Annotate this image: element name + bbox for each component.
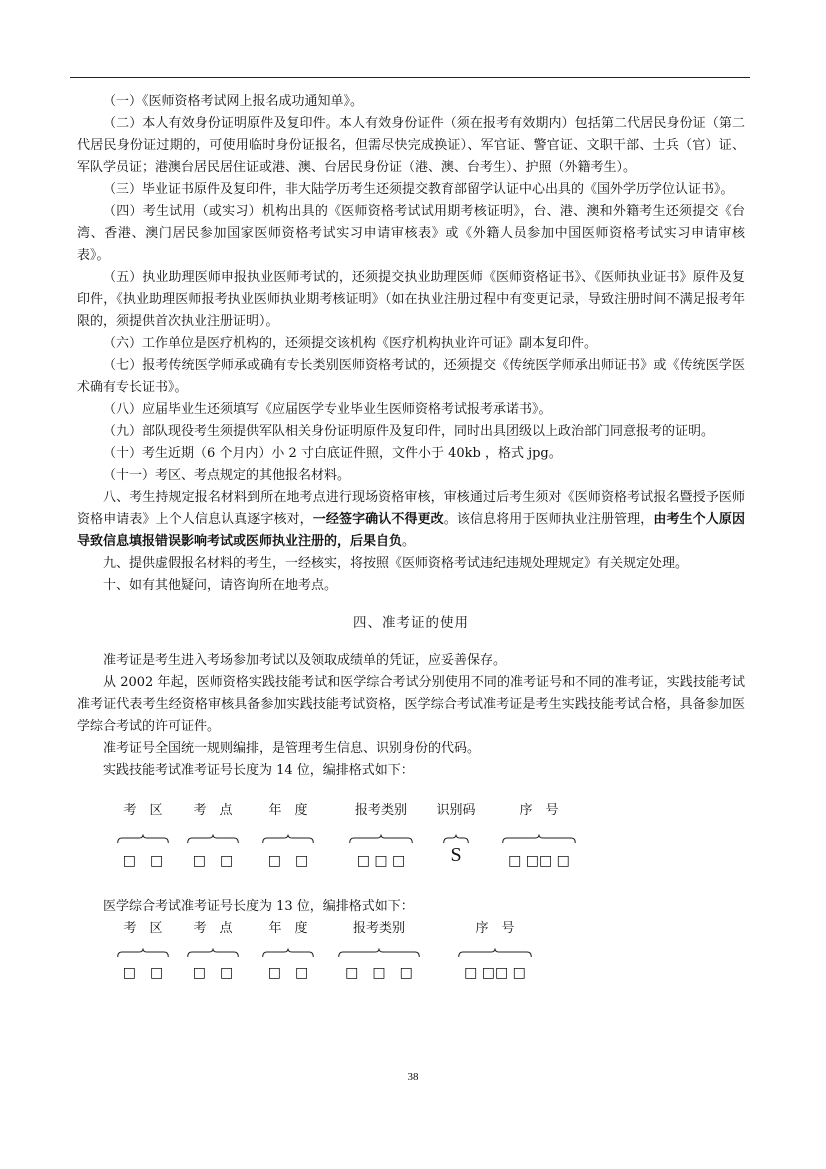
ticket-paragraph-3: 准考证号全国统一规则编排，是管理考生信息、识别身份的代码。 (103, 741, 481, 756)
admission-ticket-paragraphs (77, 650, 745, 782)
segment-label: 报考类别 (352, 921, 405, 936)
brace-icon (458, 948, 532, 958)
material-item-1: （一）《医师资格考试网上报名成功通知单》。 (103, 94, 364, 109)
material-item-3: （三）毕业证书原件及复印件，非大陆学历考生还须提交教育部留学认证中心出具的《国外学历学位认证书》。 (103, 182, 734, 197)
para-eight-text-3: 。 (402, 534, 416, 549)
brace-icon (187, 948, 239, 958)
material-item-4: （四）考生试用（或实习）机构出具的《医师资格考试试用期考核证明》，台、港、澳和外籍考生还须提交《台湾、香港、澳门居民参加国家医师资格考试实习申请审核表》或《外籍人员参加中国医师资格考试实习申请审核表》。 (77, 204, 745, 263)
material-item-2: （二）本人有效身份证明原件及复印件。本人有效身份证件（须在报考有效期内）包括第二代居民身份证（第二代居民身份证过期的，可使用临时身份证报名，但需尽快完成换证）、军官证、警官证、文职干部、士兵（官）证、军队学员证；港澳台居民居住证或港、澳、台居民身份证（港、澳、台考生）、护照（外籍考生）。 (77, 116, 745, 175)
digit-boxes: □ □ (122, 853, 164, 869)
digit-boxes: □ □ □ (356, 853, 406, 869)
segment-label: 识别码 (436, 803, 476, 818)
material-item-11: （十一）考区、考点规定的其他报名材料。 (103, 468, 351, 483)
para-eight-text-1: 八、考生持规定报名材料到所在地考点进行现场资格审核，审核通过后考生须对《医师资格考试报名暨授予医师资格申请表》上个人信息认真逐字核对， (77, 490, 745, 527)
materials-list (77, 91, 745, 487)
brace-icon (117, 834, 169, 844)
digit-boxes: □ □□ □ (464, 965, 526, 981)
digit-boxes: □ □ (122, 965, 164, 981)
digit-boxes: □ □ □ (345, 965, 413, 981)
para-eight-text-2: 。该信息将用于医师执业注册管理， (443, 512, 654, 527)
brace-icon (262, 834, 314, 844)
material-item-9: （九）部队现役考生须提供军队相关身份证明原件及复印件，同时出具团级以上政治部门同意报考的证明。 (103, 424, 715, 439)
segment-label: 年 度 (268, 803, 308, 818)
brace-icon (502, 834, 576, 844)
para-eight-bold-1: 一经签字确认不得更改 (312, 512, 444, 527)
paragraph-nine: 九、提供虚假报名材料的考生，一经核实，将按照《医师资格考试违纪违规处理规定》有关规定处理。 (103, 556, 689, 571)
brace-icon (443, 834, 469, 844)
material-item-5: （五）执业助理医师申报执业医师考试的，还须提交执业助理医师《医师资格证书》、《医师执业证书》原件及复印件，《执业助理医师报考执业医师执业期考核证明》（如在执业注册过程中有变更记录，导致注册时间不满足报考年限的，须提供首次执业注册证明）。 (77, 270, 745, 329)
comprehensive-exam-number-format (77, 918, 745, 988)
brace-icon (338, 948, 420, 958)
section-heading: 四、准考证的使用 (353, 615, 469, 631)
segment-label: 考 点 (193, 921, 233, 936)
para-eight-bold-2: 由考生个人原因导致信息填报错误影响考试或医师执业注册的，后果自负 (77, 512, 745, 549)
segment-label: 考 点 (193, 803, 233, 818)
segment-label: 考 区 (123, 921, 163, 936)
segment-label: 年 度 (268, 921, 308, 936)
ticket-paragraph-1: 准考证是考生进入考场参加考试以及领取成绩单的凭证，应妥善保存。 (103, 653, 507, 668)
ticket-paragraph-4: 实践技能考试准考证号长度为 14 位，编排格式如下： (103, 763, 414, 778)
identifier-letter: S (450, 844, 462, 866)
brace-icon (187, 834, 239, 844)
segment-label: 序 号 (475, 921, 515, 936)
digit-boxes: □ □ (192, 965, 234, 981)
document-body (77, 91, 745, 988)
material-item-6: （六）工作单位是医疗机构的，还须提交该机构《医疗机构执业许可证》副本复印件。 (103, 336, 598, 351)
segment-label: 报考类别 (354, 803, 407, 818)
paragraph-eight (77, 487, 745, 553)
segment-label: 序 号 (519, 803, 559, 818)
paragraph-ten: 十、如有其他疑问，请咨询所在地考点。 (103, 578, 338, 593)
brace-icon (117, 948, 169, 958)
material-item-7: （七）报考传统医学师承或确有专长类别医师资格考试的，还须提交《传统医学师承出师证书》或《传统医学医术确有专长证书》。 (77, 358, 745, 395)
brace-icon (349, 834, 413, 844)
brace-icon (262, 948, 314, 958)
segment-label: 考 区 (123, 803, 163, 818)
header-rule (70, 77, 750, 78)
digit-boxes: □ □□ □ (508, 853, 570, 869)
practical-exam-number-format (77, 792, 745, 888)
digit-boxes: □ □ (267, 853, 309, 869)
ticket-paragraph-2: 从 2002 年起，医师资格实践技能考试和医学综合考试分别使用不同的准考证号和不同的准考证，实践技能考试准考证代表考生经资格审核具备参加实践技能考试资格，医学综合考试准考证是考生实践技能考试合格，具备参加医学综合考试的许可证件。 (77, 675, 745, 734)
material-item-8: （八）应届毕业生还须填写《应届医学专业毕业生医师资格考试报考承诺书》。 (103, 402, 552, 417)
digit-boxes: □ □ (192, 853, 234, 869)
material-item-10: （十）考生近期（6 个月内）小 2 寸白底证件照，文件小于 40kb ，格式 jpg。 (103, 446, 562, 461)
digit-boxes: □ □ (267, 965, 309, 981)
page-number: 38 (407, 1071, 419, 1083)
diagram2-caption: 医学综合考试准考证号长度为 13 位，编排格式如下： (103, 899, 414, 914)
